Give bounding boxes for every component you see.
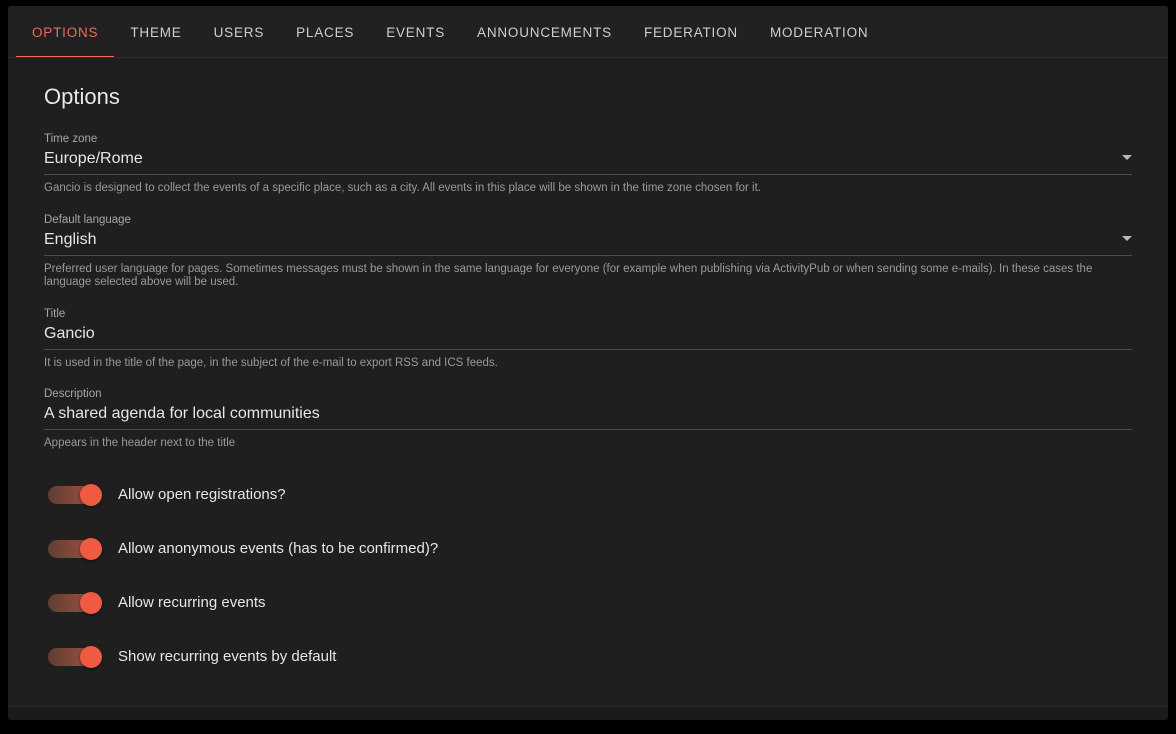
tab-moderation-label: MODERATION <box>769 24 869 40</box>
description-value: A shared agenda for local communities <box>44 405 320 422</box>
title-input[interactable] <box>44 324 1132 350</box>
description-hint: Appears in the header next to the title <box>44 437 236 449</box>
tab-places[interactable] <box>280 6 370 58</box>
toggle-recurring-events-label: Allow recurring events <box>118 594 266 611</box>
tab-users[interactable] <box>198 6 281 58</box>
toggle-knob <box>80 592 102 614</box>
timezone-value: Europe/Rome <box>44 150 143 167</box>
tab-users-label: USERS <box>213 24 265 40</box>
language-value: English <box>44 230 97 248</box>
toggle-show-recurring-default-label: Show recurring events by default <box>118 648 337 665</box>
tab-moderation[interactable] <box>754 6 885 58</box>
toggle-knob <box>80 484 102 506</box>
tab-federation-label: FEDERATION <box>643 24 738 40</box>
admin-window <box>8 6 1168 720</box>
chevron-down-icon[interactable] <box>1122 155 1132 160</box>
field-timezone <box>44 132 1132 175</box>
chevron-down-icon[interactable] <box>1122 236 1132 241</box>
toggle-recurring-events[interactable] <box>44 592 102 614</box>
language-hint: Preferred user language for pages. Sometimes messages must be shown in the same language for everyone (for example when publishing via ActivityPub or when sending some e-mails). In these cases the language selected above will be used. <box>44 262 1093 288</box>
tab-announcements-label: ANNOUNCEMENTS <box>477 24 612 40</box>
toggle-row-open-registrations <box>44 468 1132 522</box>
language-label: Default language <box>44 213 131 226</box>
toggle-knob <box>80 646 102 668</box>
toggle-open-registrations[interactable] <box>44 484 102 506</box>
timezone-hint: Gancio is designed to collect the events of a specific place, such as a city. All events in this place will be shown in the time zone chosen for it. <box>44 182 761 194</box>
description-input[interactable] <box>44 404 1132 430</box>
field-title <box>44 307 1132 350</box>
language-select[interactable] <box>44 230 1132 256</box>
timezone-label: Time zone <box>44 133 98 145</box>
tab-options-label: OPTIONS <box>32 24 99 40</box>
toggle-anonymous-events-label: Allow anonymous events (has to be confirmed)? <box>118 540 439 557</box>
toggle-row-recurring-events <box>44 576 1132 630</box>
admin-tabbar <box>8 6 1168 58</box>
tab-events-label: EVENTS <box>386 24 446 40</box>
field-description <box>44 387 1132 430</box>
window-footer <box>8 706 1168 720</box>
timezone-select[interactable] <box>44 149 1132 175</box>
toggle-knob <box>80 538 102 560</box>
tab-theme[interactable] <box>114 6 197 58</box>
tab-events[interactable] <box>370 6 461 58</box>
description-label: Description <box>44 388 102 400</box>
toggle-row-show-recurring-default <box>44 630 1132 684</box>
tab-announcements[interactable] <box>461 6 628 58</box>
field-language <box>44 213 1132 256</box>
title-hint: It is used in the title of the page, in the subject of the e-mail to export RSS and ICS feeds. <box>44 356 498 369</box>
toggle-anonymous-events[interactable] <box>44 538 102 560</box>
tab-federation[interactable] <box>628 6 754 58</box>
tab-theme-label: THEME <box>130 24 182 40</box>
toggle-open-registrations-label: Allow open registrations? <box>118 486 286 503</box>
options-panel <box>8 58 1168 720</box>
tab-options[interactable] <box>16 6 114 58</box>
title-value: Gancio <box>44 324 95 342</box>
toggle-row-anonymous-events <box>44 522 1132 576</box>
tab-places-label: PLACES <box>296 24 355 40</box>
toggle-show-recurring-default[interactable] <box>44 646 102 668</box>
title-label: Title <box>44 307 66 320</box>
page-title: Options <box>44 84 120 109</box>
